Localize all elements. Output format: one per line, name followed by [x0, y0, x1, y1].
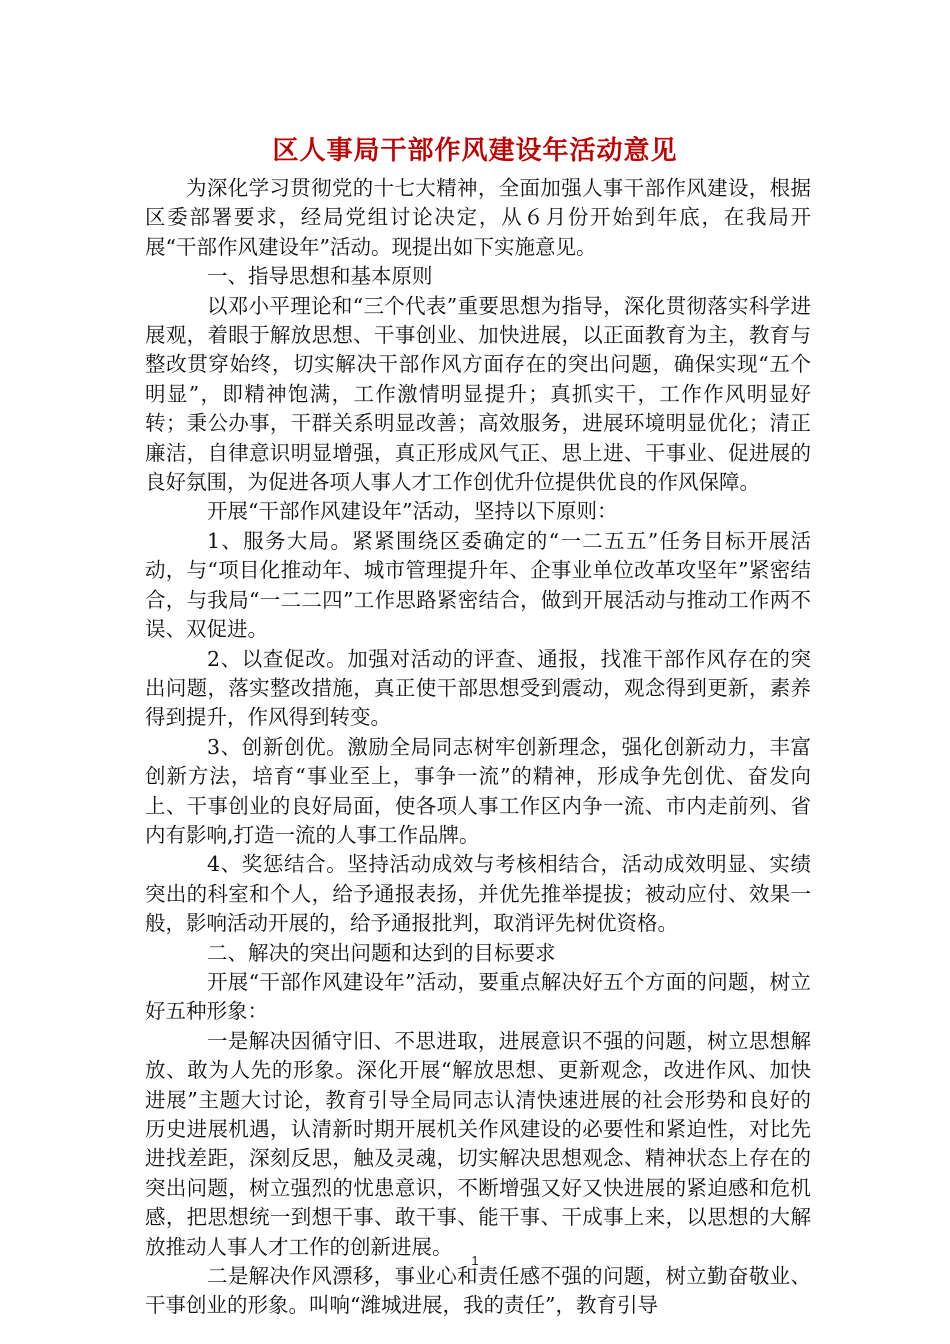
paragraph-principle-2: 2、以查促改。加强对活动的评查、通报，找准干部作风存在的突出问题，落实整改措施，真正使干部思想受到震动，观念得到更新，素养得到提升，作风得到转变。	[145, 646, 811, 730]
document-body	[145, 174, 811, 1321]
paragraph-principle-3: 3、创新创优。激励全局同志树牢创新理念，强化创新动力，丰富创新方法，培育“事业至上，事争一流”的精神，形成争先创优、奋发向上、干事创业的良好局面，使各项人事工作区内争一流、市内走前列、省内有影响,打造一流的人事工作品牌。	[145, 734, 811, 847]
paragraph-problems-intro: 开展“干部作风建设年”活动，要重点解决好五个方面的问题，树立好五种形象：	[145, 969, 811, 1024]
document-title: 区人事局干部作风建设年活动意见	[272, 136, 678, 166]
paragraph-problem-2: 二是解决作风漂移，事业心和责任感不强的问题，树立勤奋敬业、干事创业的形象。叫响“潍城进展，我的责任”，教育引导	[145, 1264, 811, 1318]
section-heading-1: 一、指导思想和基本原则	[207, 264, 433, 289]
paragraph-principles-intro: 开展“干部作风建设年”活动，坚持以下原则：	[207, 499, 618, 524]
paragraph-problem-1: 一是解决因循守旧、不思进取，进展意识不强的问题，树立思想解放、敢为人先的形象。深化开展“解放思想、更新观念，改进作风、加快进展”主题大讨论，教育引导全局同志认清快速进展的社会形势和良好的历史进展机遇，认清新时期开展机关作风建设的必要性和紧迫性，对比先进找差距，深刻反思，触及灵魂，切实解决思想观念、精神状态上存在的突出问题，树立强烈的忧患意识，不断增强又好又快进展的紧迫感和危机感，把思想统一到想干事、敢干事、能干事、干成事上来，以思想的大解放推动人事人才工作的创新进展。	[145, 1028, 811, 1259]
paragraph-intro: 为深化学习贯彻党的十七大精神，全面加强人事干部作风建设，根据区委部署要求，经局党组讨论决定，从６月份开始到年底，在我局开展“干部作风建设年”活动。现提出如下实施意见。	[145, 176, 811, 259]
section-heading-2: 二、解决的突出问题和达到的目标要求	[207, 940, 556, 965]
paragraph-principle-4: 4、奖惩结合。坚持活动成效与考核相结合，活动成效明显、实绩突出的科室和个人，给予通报表扬，并优先推举提拔；被动应付、效果一般，影响活动开展的，给予通报批判，取消评先树优资格。	[145, 852, 811, 936]
paragraph-guiding-thought: 以邓小平理论和“三个代表”重要思想为指导，深化贯彻落实科学进展观，着眼于解放思想、干事创业、加快进展，以正面教育为主，教育与整改贯穿始终，切实解决干部作风方面存在的突出问题，确保实现“五个明显”，即精神饱满，工作激情明显提升；真抓实干，工作作风明显好转；秉公办事，干群关系明显改善；高效服务，进展环境明显优化；清正廉洁，自律意识明显增强，真正形成风气正、思上进、干事业、促进展的良好氛围，为促进各项人事人才工作创优升位提供优良的作风保障。	[145, 293, 811, 495]
paragraph-principle-1: 1、服务大局。紧紧围绕区委确定的“一二五五”任务目标开展活动，与“项目化推动年、城市管理提升年、企事业单位改革攻坚年”紧密结合，与我局“一二二四”工作思路紧密结合，做到开展活动与推动工作两不误、双促进。	[145, 528, 811, 642]
page-number: 1	[471, 1253, 479, 1268]
